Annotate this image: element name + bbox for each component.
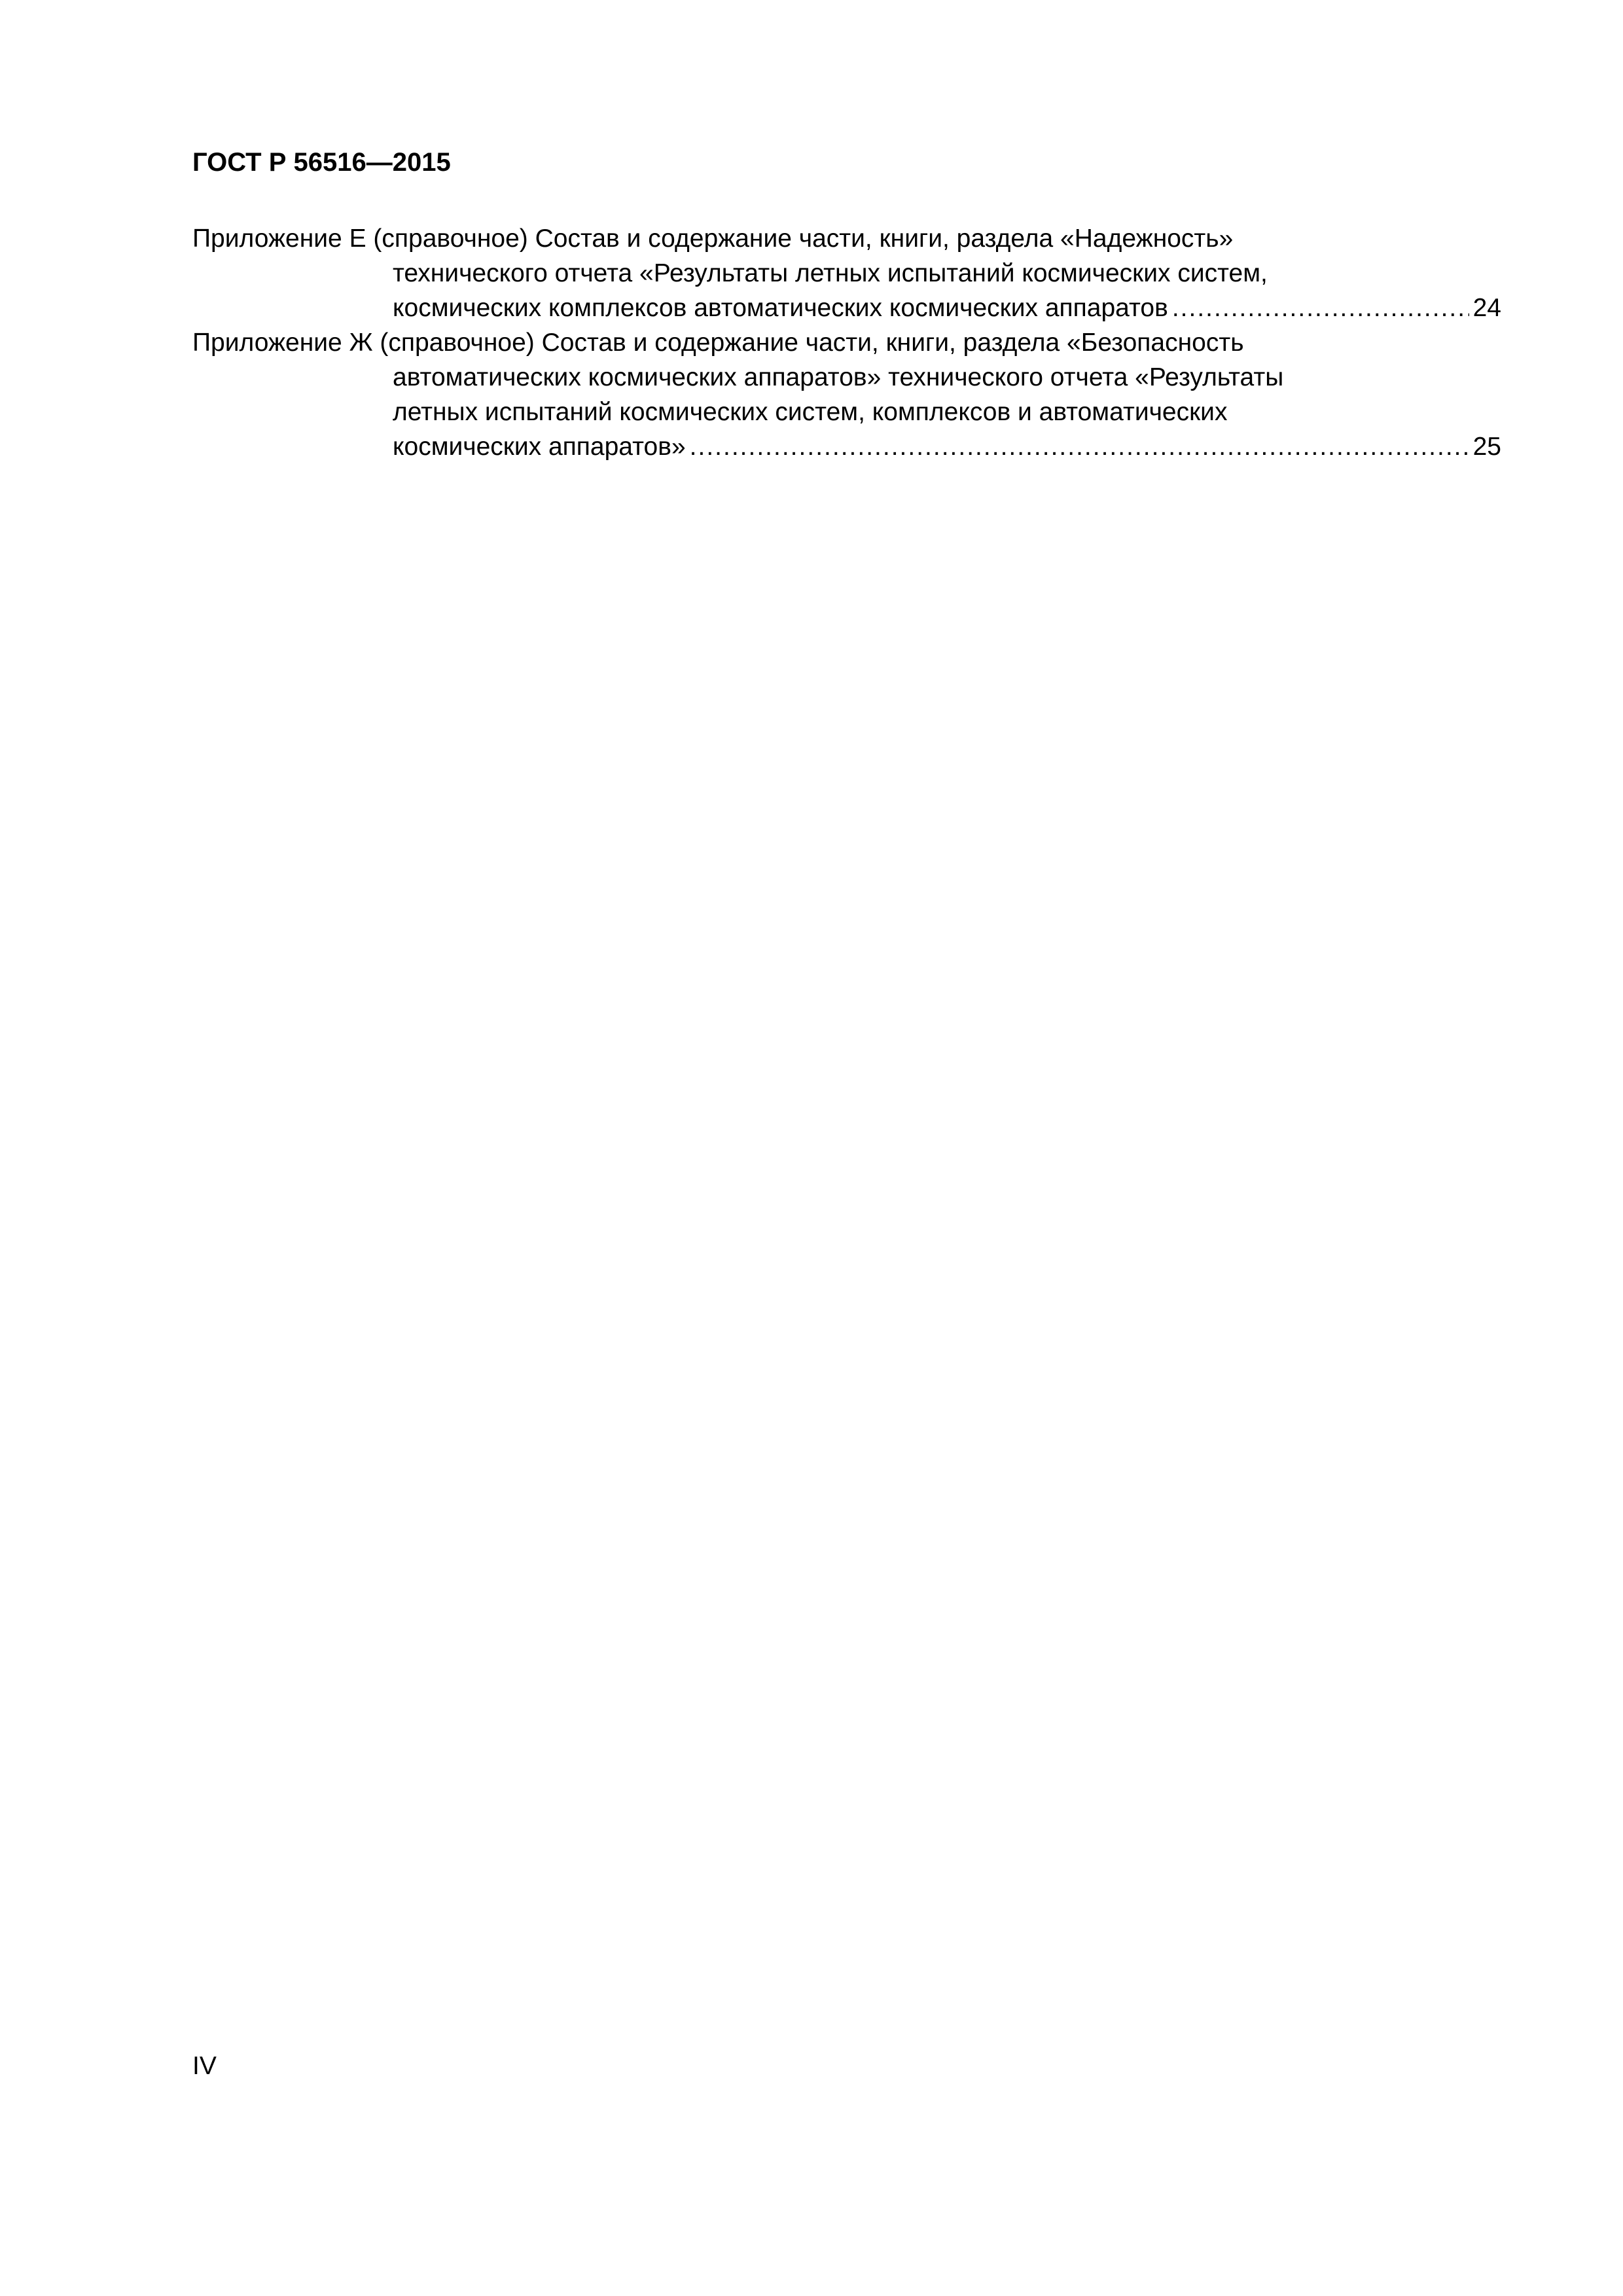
toc-entry-line: летных испытаний космических систем, комплексов и автоматических	[393, 398, 1228, 426]
toc-entry-line: Приложение Ж (справочное) Состав и содержание части, книги, раздела «Безопасность	[192, 329, 1244, 357]
toc-entry-line: космических комплексов автоматических космических аппаратов	[393, 294, 1168, 322]
toc-page-number: 24	[1472, 294, 1501, 322]
toc-entry-last-line	[192, 291, 1501, 325]
toc-entry-line: космических аппаратов»	[393, 433, 686, 461]
dot-leader	[690, 429, 1469, 464]
document-header: ГОСТ Р 56516—2015	[192, 148, 451, 177]
toc-entry-line: автоматических космических аппаратов» технического отчета «Результаты	[393, 363, 1284, 391]
toc-entry-line: Приложение Е (справочное) Состав и содержание части, книги, раздела «Надежность»	[192, 224, 1234, 253]
table-of-contents	[192, 221, 1501, 464]
toc-entry-last-line	[192, 429, 1501, 464]
toc-page-number: 25	[1472, 433, 1501, 461]
toc-entry-appendix-e[interactable]	[192, 221, 1501, 325]
toc-entry-appendix-zh[interactable]	[192, 325, 1501, 464]
toc-entry-line: технического отчета «Результаты летных испытаний космических систем,	[393, 259, 1268, 287]
page-number: IV	[192, 2052, 217, 2080]
dot-leader	[1172, 291, 1469, 325]
